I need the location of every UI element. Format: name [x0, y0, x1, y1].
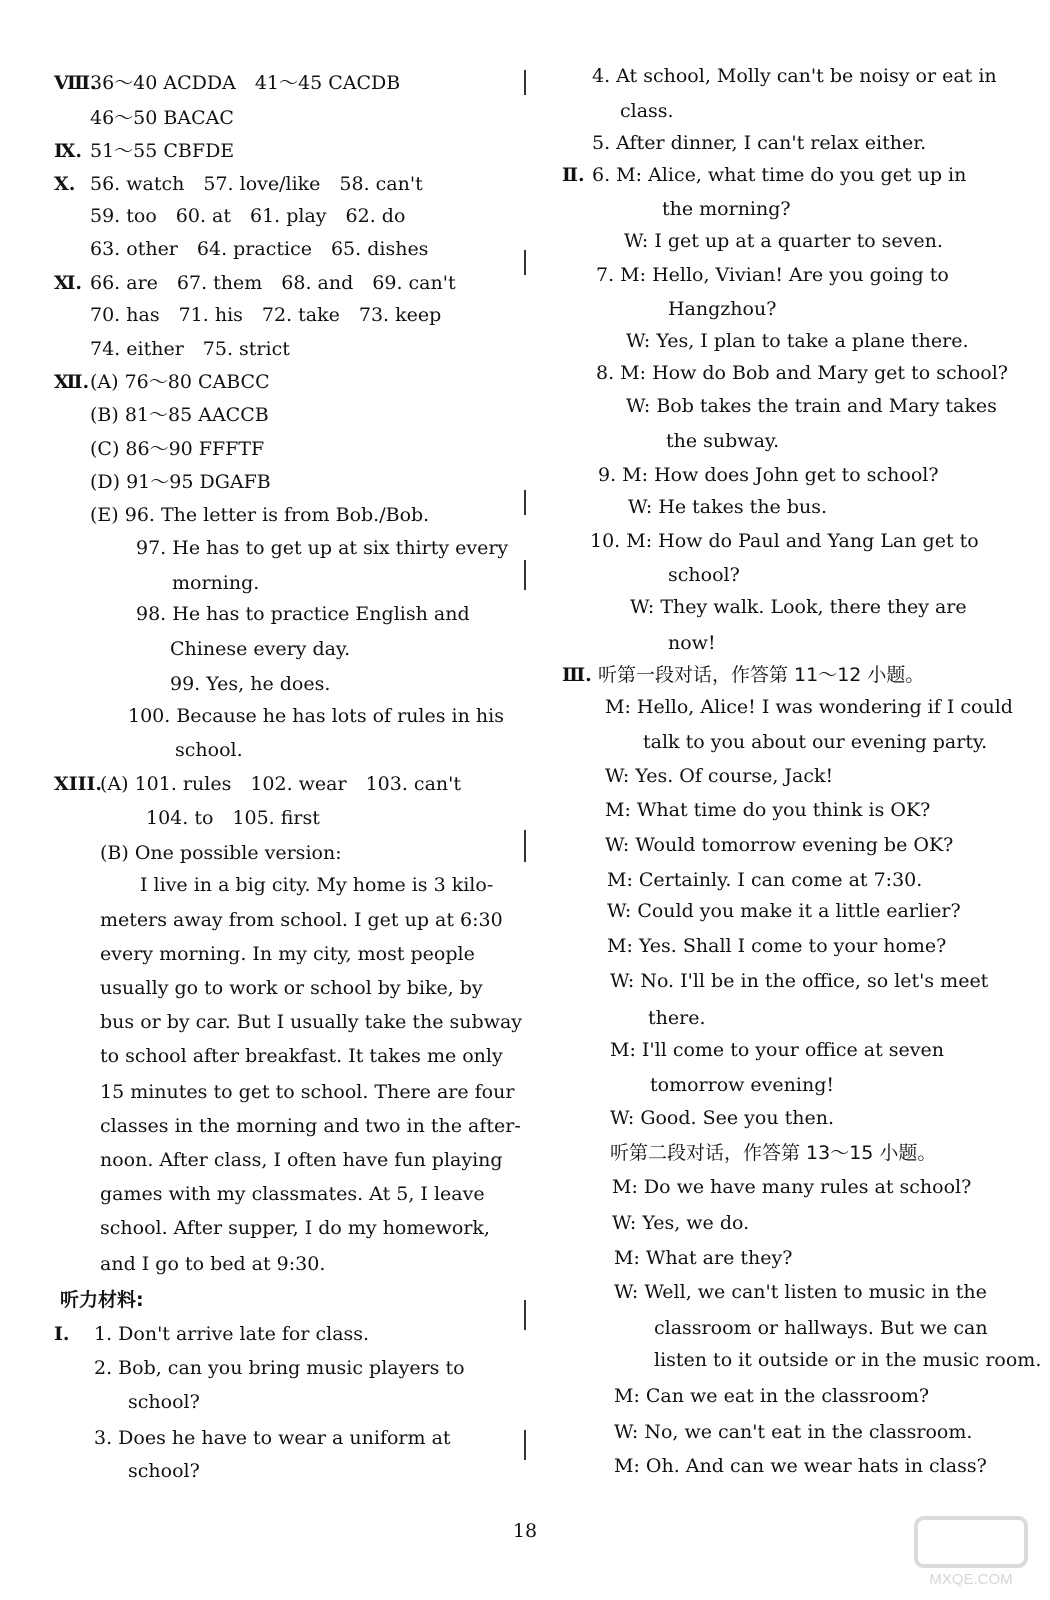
text-line: talk to you about our evening party.	[643, 731, 988, 753]
text-line: M: What time do you think is OK?	[605, 799, 931, 821]
text-line: noon. After class, I often have fun playing	[100, 1149, 503, 1171]
text-line: tomorrow evening!	[650, 1074, 835, 1096]
text-line: school?	[668, 564, 740, 586]
text-line: M: Can we eat in the classroom?	[614, 1385, 930, 1407]
text-line: school.	[175, 739, 243, 761]
text-line: to school after breakfast. It takes me only	[100, 1045, 503, 1067]
column-divider	[524, 1430, 526, 1460]
text-line: games with my classmates. At 5, I leave	[100, 1183, 485, 1205]
text-line: W: They walk. Look, there they are	[630, 596, 967, 618]
text-line: 9. M: How does John get to school?	[598, 464, 939, 486]
text-line: and I go to bed at 9:30.	[100, 1253, 326, 1275]
text-line: 51～55 CBFDE	[90, 140, 235, 162]
text-line: W: Yes, I plan to take a plane there.	[626, 330, 969, 352]
text-line: school. After supper, I do my homework,	[100, 1217, 490, 1239]
text-line: 2. Bob, can you bring music players to	[94, 1357, 465, 1379]
watermark-logo	[912, 1514, 1030, 1592]
text-line: 100. Because he has lots of rules in his	[128, 705, 504, 727]
text-line: Chinese every day.	[170, 638, 351, 660]
section-marker: Ⅸ.	[54, 140, 83, 162]
text-line: M: What are they?	[614, 1247, 793, 1269]
text-line: I live in a big city. My home is 3 kilo-	[140, 874, 494, 896]
text-line: school?	[128, 1391, 200, 1413]
text-line: (A) 76～80 CABCC	[90, 371, 270, 393]
text-line: 66. are 67. them 68. and 69. can't	[90, 272, 456, 294]
text-line: 104. to 105. first	[146, 807, 320, 829]
text-line: 63. other 64. practice 65. dishes	[90, 238, 429, 260]
text-line: (A) 101. rules 102. wear 103. can't	[100, 773, 461, 795]
text-line: 1. Don't arrive late for class.	[94, 1323, 370, 1345]
text-line: (D) 91～95 DGAFB	[90, 471, 271, 493]
page-number: 18	[512, 1520, 538, 1542]
text-line: W: Would tomorrow evening be OK?	[605, 834, 954, 856]
text-line: W: Bob takes the train and Mary takes	[626, 395, 997, 417]
text-line: there.	[648, 1007, 706, 1029]
section-marker: Ⅱ.	[562, 164, 585, 186]
section-marker: Ⅻ.	[54, 371, 90, 393]
text-line: morning.	[172, 572, 260, 594]
text-line: (B) 81～85 AACCB	[90, 404, 269, 426]
text-line: 8. M: How do Bob and Mary get to school?	[596, 362, 1008, 384]
text-line: 4. At school, Molly can't be noisy or eat in	[592, 65, 997, 87]
text-line: Hangzhou?	[668, 298, 777, 320]
section-marker: Ⅺ.	[54, 272, 83, 294]
text-line: M: Hello, Alice! I was wondering if I could	[605, 696, 1013, 718]
text-line: listen to it outside or in the music room.	[654, 1349, 1042, 1371]
column-divider	[524, 830, 526, 862]
text-line: bus or by car. But I usually take the subway	[100, 1011, 523, 1033]
text-line: W: No, we can't eat in the classroom.	[614, 1421, 973, 1443]
text-line: 36～40 ACDDA 41～45 CACDB	[90, 72, 401, 94]
text-line: 7. M: Hello, Vivian! Are you going to	[596, 264, 949, 286]
text-line: (C) 86～90 FFFTF	[90, 438, 265, 460]
text-line: 70. has 71. his 72. take 73. keep	[90, 304, 442, 326]
text-line: W: Yes, we do.	[612, 1212, 750, 1234]
text-line: W: Well, we can't listen to music in the	[614, 1281, 987, 1303]
column-divider	[524, 1300, 526, 1330]
text-line: (E) 96. The letter is from Bob./Bob.	[90, 504, 430, 526]
text-line: now!	[668, 632, 716, 654]
text-line: 5. After dinner, I can't relax either.	[592, 132, 927, 154]
text-line: W: Good. See you then.	[610, 1107, 835, 1129]
text-line: meters away from school. I get up at 6:30	[100, 909, 503, 931]
text-line: W: Could you make it a little earlier?	[607, 900, 961, 922]
text-line: the subway.	[666, 430, 780, 452]
section-marker: XIII.	[54, 773, 103, 795]
text-line: classes in the morning and two in the after-	[100, 1115, 521, 1137]
text-line: W: He takes the bus.	[628, 496, 828, 518]
text-line: 99. Yes, he does.	[170, 673, 331, 695]
text-line: 听力材料:	[60, 1289, 144, 1311]
text-line: M: Oh. And can we wear hats in class?	[614, 1455, 987, 1477]
text-line: W: Yes. Of course, Jack!	[605, 765, 834, 787]
column-divider	[524, 560, 526, 590]
text-line: M: Certainly. I can come at 7:30.	[607, 869, 923, 891]
text-line: class.	[620, 100, 674, 122]
text-line: 97. He has to get up at six thirty every	[136, 537, 509, 559]
column-divider	[524, 70, 526, 95]
text-line: the morning?	[662, 198, 791, 220]
section-marker: Ⅰ.	[54, 1323, 70, 1345]
column-divider	[524, 250, 526, 275]
section-marker: Ⅹ.	[54, 173, 76, 195]
text-line: 74. either 75. strict	[90, 338, 290, 360]
text-line: 59. too 60. at 61. play 62. do	[90, 205, 406, 227]
text-line: W: No. I'll be in the office, so let's meet	[610, 970, 989, 992]
column-divider	[524, 490, 526, 515]
text-line: 6. M: Alice, what time do you get up in	[592, 164, 967, 186]
text-line: 3. Does he have to wear a uniform at	[94, 1427, 451, 1449]
text-line: (B) One possible version:	[100, 842, 342, 864]
text-line: M: Do we have many rules at school?	[612, 1176, 972, 1198]
text-line: usually go to work or school by bike, by	[100, 977, 483, 999]
text-line: 46～50 BACAC	[90, 107, 234, 129]
text-line: classroom or hallways. But we can	[654, 1317, 988, 1339]
section-marker: Ⅲ.	[562, 664, 592, 686]
svg-text:MXQE.COM: MXQE.COM	[929, 1571, 1013, 1588]
text-line: 听第二段对话，作答第 13～15 小题。	[610, 1142, 937, 1164]
text-line: 56. watch 57. love/like 58. can't	[90, 173, 423, 195]
text-line: 15 minutes to get to school. There are four	[100, 1081, 515, 1103]
section-marker: Ⅷ.	[54, 72, 97, 94]
text-line: 听第一段对话，作答第 11～12 小题。	[598, 664, 925, 686]
text-line: W: I get up at a quarter to seven.	[624, 230, 943, 252]
text-line: every morning. In my city, most people	[100, 943, 475, 965]
text-line: 10. M: How do Paul and Yang Lan get to	[590, 530, 979, 552]
text-line: M: Yes. Shall I come to your home?	[607, 935, 947, 957]
text-line: school?	[128, 1460, 200, 1482]
text-line: M: I'll come to your office at seven	[610, 1039, 944, 1061]
text-line: 98. He has to practice English and	[136, 603, 470, 625]
